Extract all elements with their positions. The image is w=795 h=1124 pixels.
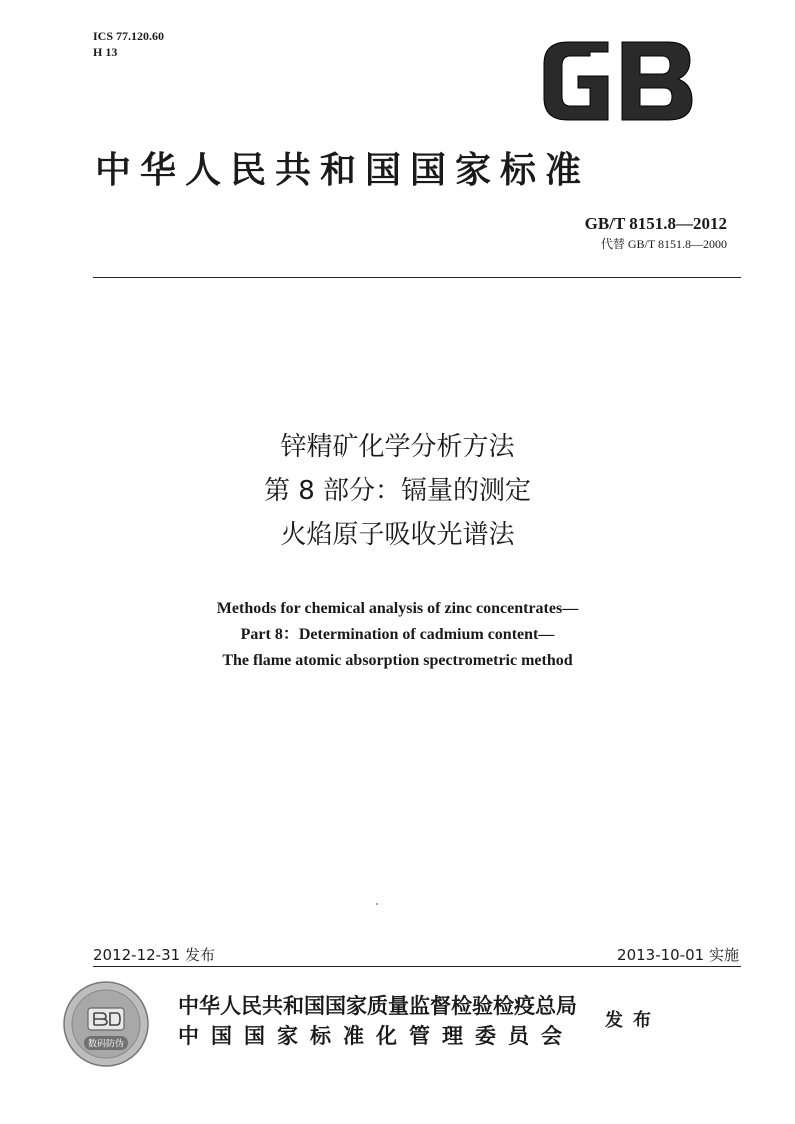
- issuer-aqsiq: 中华人民共和国国家质量监督检验检疫总局: [178, 993, 577, 1018]
- chinese-title-line: 火焰原子吸收光谱法: [280, 520, 515, 550]
- standard-number: GB/T 8151.8—2012: [584, 214, 727, 233]
- publish-label: 发布: [605, 1010, 661, 1031]
- implementation-date: 2013-10-01 实施: [617, 946, 739, 964]
- anti-counterfeit-seal: [62, 980, 150, 1068]
- bottom-divider: [93, 966, 741, 967]
- standard-category-title: 中华人民共和国国家标准: [95, 149, 591, 191]
- issue-date: 2012-12-31 发布: [93, 946, 215, 964]
- chinese-title-line: 锌精矿化学分析方法: [280, 432, 515, 462]
- top-divider: [93, 277, 741, 278]
- english-title-line: The flame atomic absorption spectrometric method: [222, 652, 573, 669]
- gb-logo-text: GB: [616, 88, 618, 89]
- english-title: [0, 596, 795, 674]
- scan-speck: [376, 903, 378, 905]
- ccs-code: H 13: [93, 45, 118, 59]
- classification-codes: [93, 28, 164, 60]
- english-title-line: Methods for chemical analysis of zinc concentrates—: [216, 600, 579, 617]
- gb-logo: [538, 38, 696, 124]
- chinese-title: [0, 425, 795, 557]
- ics-code: ICS 77.120.60: [93, 29, 165, 43]
- issuer-sac: 中国国家标准化管理委员会: [178, 1023, 574, 1048]
- english-title-line: Part 8：Determination of cadmium content—: [240, 626, 555, 643]
- replaces-standard: 代替 GB/T 8151.8—2000: [600, 237, 727, 251]
- chinese-title-line: 第 8 部分：镉量的测定: [263, 476, 532, 506]
- seal-label: 数码防伪: [87, 1039, 125, 1050]
